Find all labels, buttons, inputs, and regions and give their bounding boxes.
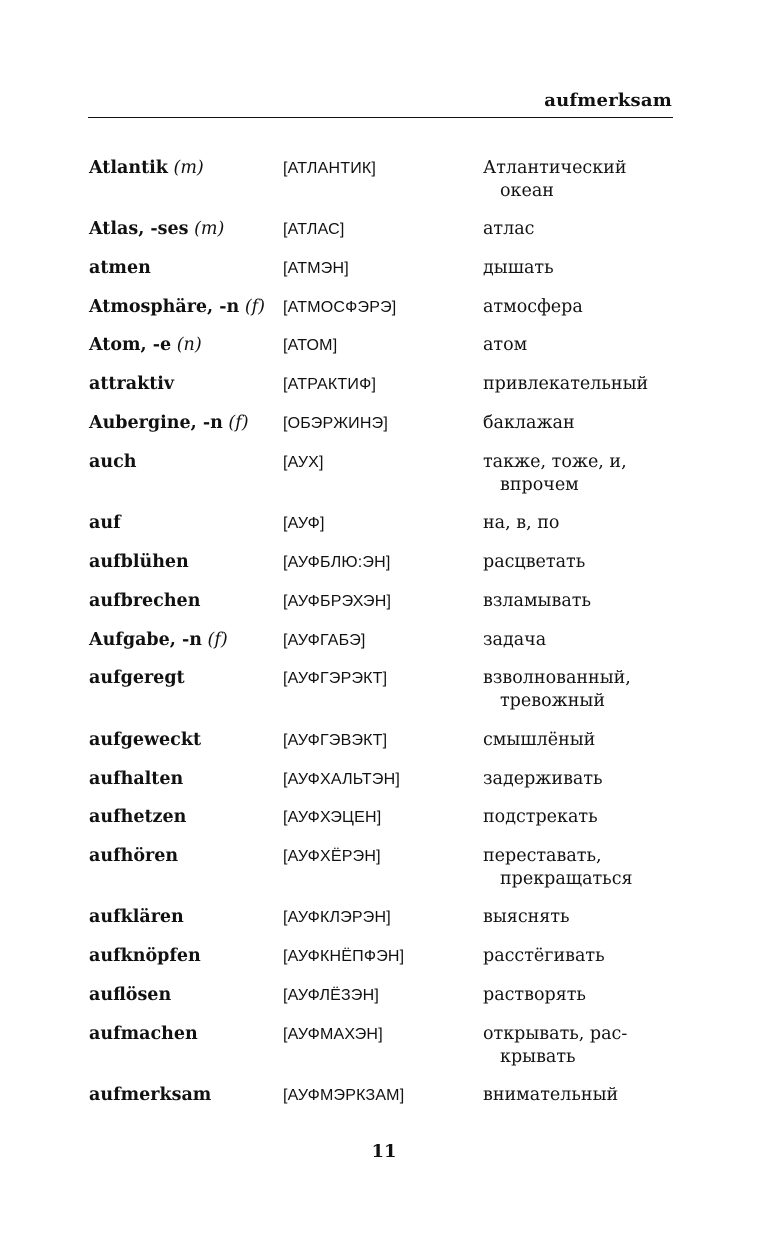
translation-line: задача — [483, 630, 547, 650]
entry-headword — [89, 218, 224, 241]
translation-line: океан — [500, 181, 554, 201]
entry-translation — [483, 906, 673, 929]
entry-translation — [483, 296, 673, 319]
entry-lemma: aufbrechen — [89, 591, 201, 611]
entry-lemma: aufklären — [89, 907, 184, 927]
entry-lemma: aufmerksam — [89, 1085, 212, 1105]
entry-headword — [89, 257, 151, 280]
entry-pronunciation: [АУФМЭРКЗАМ] — [283, 1087, 405, 1104]
entry-translation — [483, 218, 673, 241]
entry-pronunciation: [АУФГЭВЭКТ] — [283, 732, 388, 749]
entry-translation — [483, 1023, 673, 1069]
entry-translation — [483, 373, 673, 396]
entry-headword — [89, 512, 121, 535]
entry-translation — [483, 157, 673, 203]
entry-gender: (m) — [194, 219, 225, 239]
entry-lemma: aufhören — [89, 846, 179, 866]
entry-translation — [483, 629, 673, 652]
entry-headword — [89, 906, 184, 929]
entry-headword — [89, 667, 185, 690]
entry-pronunciation: [АУФБЛЮ:ЭН] — [283, 554, 391, 571]
entry-translation — [483, 729, 673, 752]
entry-lemma: Aubergine, -n — [89, 413, 223, 433]
entry-headword — [89, 729, 201, 752]
translation-line: на, в, по — [483, 513, 560, 533]
entry-headword — [89, 412, 249, 435]
entry-headword — [89, 334, 202, 357]
entry-headword — [89, 768, 183, 791]
translation-line: открывать, рас- — [483, 1024, 628, 1044]
entry-translation — [483, 412, 673, 435]
entry-pronunciation: [АУФМАХЭН] — [283, 1026, 383, 1043]
entry-lemma: aufhalten — [89, 769, 184, 789]
entry-lemma: auch — [89, 452, 137, 472]
entry-lemma: Atlas, -ses — [89, 219, 189, 239]
translation-line: тревожный — [500, 691, 605, 711]
entry-headword — [89, 590, 200, 613]
translation-line: Атлантический — [483, 158, 627, 178]
entry-pronunciation: [АУХ] — [283, 454, 324, 471]
entry-headword — [89, 984, 171, 1007]
translation-line: расстёгивать — [483, 946, 605, 966]
entry-lemma: Atmosphäre, -n — [89, 297, 240, 317]
entry-pronunciation: [АУФХЁРЭН] — [283, 848, 381, 865]
entry-headword — [89, 945, 201, 968]
entry-translation — [483, 551, 673, 574]
translation-line: выяснять — [483, 907, 570, 927]
translation-line: переставать, — [483, 846, 602, 866]
entry-headword — [89, 373, 174, 396]
entry-lemma: aufgeregt — [89, 668, 185, 688]
entry-translation — [483, 768, 673, 791]
entry-headword — [89, 629, 228, 652]
translation-line: также, тоже, и, — [483, 452, 627, 472]
entry-headword — [89, 296, 265, 319]
entry-translation — [483, 257, 673, 280]
translation-line: взволнованный, — [483, 668, 631, 688]
entry-headword — [89, 551, 189, 574]
entry-lemma: aufknöpfen — [89, 946, 201, 966]
entry-translation — [483, 334, 673, 357]
entry-pronunciation: [АУФБРЭХЭН] — [283, 593, 392, 610]
entry-headword — [89, 157, 204, 180]
translation-line: привлекательный — [483, 374, 649, 394]
entry-translation — [483, 984, 673, 1007]
entry-lemma: aufmachen — [89, 1024, 198, 1044]
translation-line: атом — [483, 335, 528, 355]
entry-translation — [483, 845, 673, 891]
entry-lemma: attraktiv — [89, 374, 175, 394]
translation-line: задерживать — [483, 769, 603, 789]
entry-gender: (m) — [173, 158, 204, 178]
entry-translation — [483, 1084, 673, 1107]
translation-line: атлас — [483, 219, 535, 239]
entry-translation — [483, 512, 673, 535]
entry-lemma: auflösen — [89, 985, 172, 1005]
entry-lemma: aufblühen — [89, 552, 189, 572]
entry-lemma: aufgeweckt — [89, 730, 202, 750]
entry-pronunciation: [АУФЛЁЗЭН] — [283, 987, 380, 1004]
entry-headword — [89, 1023, 198, 1046]
entry-pronunciation: [АУФКНЁПФЭН] — [283, 948, 405, 965]
entry-gender: (f) — [244, 297, 265, 317]
translation-line: смышлёный — [483, 730, 596, 750]
entry-pronunciation: [АТЛАС] — [283, 221, 345, 238]
entry-gender: (f) — [207, 630, 228, 650]
entry-pronunciation: [АТМЭН] — [283, 260, 349, 277]
running-head: aufmerksam — [544, 90, 672, 111]
translation-line: взламывать — [483, 591, 591, 611]
page-number: 11 — [371, 1141, 397, 1162]
entry-pronunciation: [АУФ] — [283, 515, 325, 532]
entry-translation — [483, 806, 673, 829]
entry-pronunciation: [АТОМ] — [283, 337, 338, 354]
entry-lemma: auf — [89, 513, 121, 533]
entry-pronunciation: [АУФХЭЦЕН] — [283, 809, 382, 826]
entry-headword — [89, 845, 178, 868]
entry-headword — [89, 1084, 211, 1107]
translation-line: дышать — [483, 258, 554, 278]
translation-line: подстрекать — [483, 807, 598, 827]
translation-line: крывать — [500, 1047, 576, 1067]
entry-pronunciation: [АУФКЛЭРЭН] — [283, 909, 391, 926]
entry-pronunciation: [АУФХАЛЬТЭН] — [283, 771, 400, 788]
translation-line: расцветать — [483, 552, 586, 572]
entry-pronunciation: [АТРАКТИФ] — [283, 376, 377, 393]
entry-gender: (f) — [228, 413, 249, 433]
entry-translation — [483, 945, 673, 968]
entry-lemma: Atlantik — [89, 158, 168, 178]
entry-gender: (n) — [176, 335, 202, 355]
translation-line: атмосфера — [483, 297, 583, 317]
translation-line: баклажан — [483, 413, 575, 433]
entry-translation — [483, 451, 673, 497]
entry-lemma: aufhetzen — [89, 807, 187, 827]
entry-translation — [483, 590, 673, 613]
entry-translation — [483, 667, 673, 713]
entry-lemma: Aufgabe, -n — [89, 630, 202, 650]
entry-pronunciation: [АУФГЭРЭКТ] — [283, 670, 388, 687]
entry-headword — [89, 451, 136, 474]
entry-lemma: Atom, -e — [89, 335, 172, 355]
translation-line: внимательный — [483, 1085, 619, 1105]
entry-lemma: atmen — [89, 258, 151, 278]
translation-line: прекращаться — [500, 869, 633, 889]
entry-pronunciation: [АТЛАНТИК] — [283, 160, 377, 177]
entry-headword — [89, 806, 186, 829]
translation-line: впрочем — [500, 475, 579, 495]
entry-pronunciation: [АУФГАБЭ] — [283, 632, 366, 649]
translation-line: растворять — [483, 985, 586, 1005]
entry-pronunciation: [ОБЭРЖИНЭ] — [283, 415, 388, 432]
entry-pronunciation: [АТМОСФЭРЭ] — [283, 299, 397, 316]
